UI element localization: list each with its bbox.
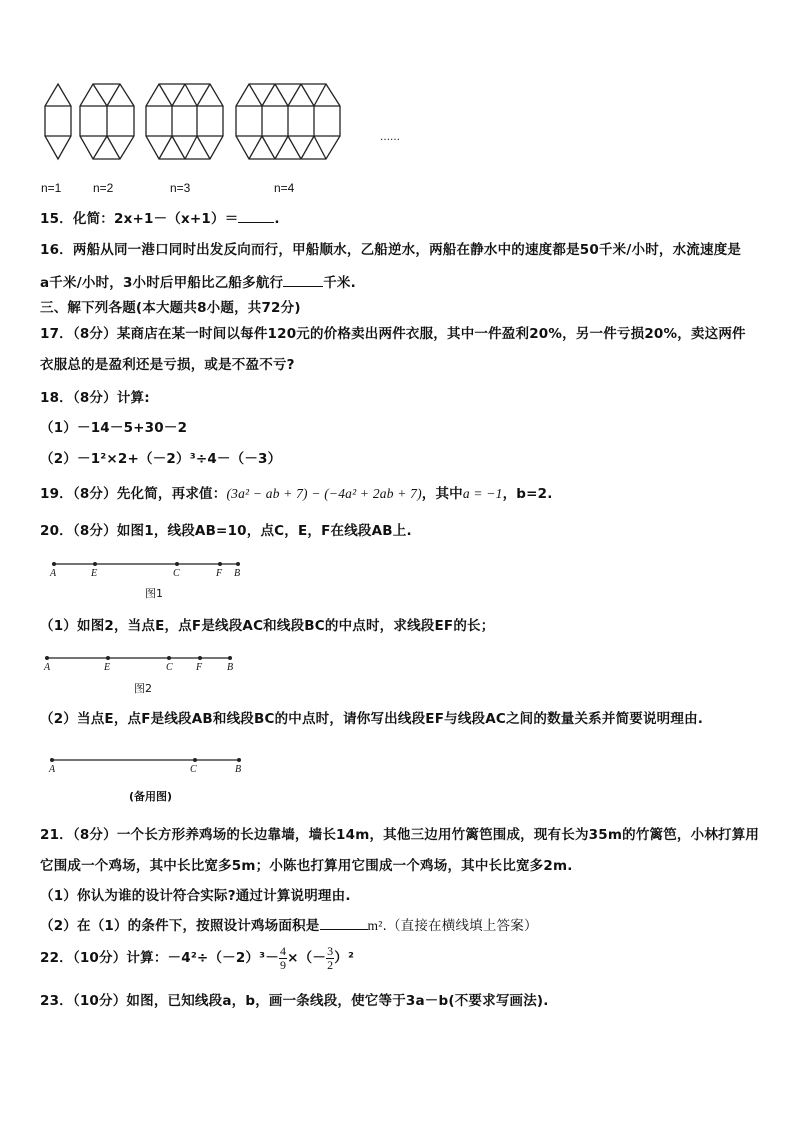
pattern-n4 <box>236 84 340 159</box>
q19-tail: ，b=2. <box>502 486 553 502</box>
fig2-caption: 图2 <box>134 682 152 695</box>
q20-figure-2 <box>42 652 242 664</box>
question-16-line2 <box>40 271 356 291</box>
question-20-part2: （2）当点E，点F是线段AB和线段BC的中点时，请你写出线段EF与线段AC之间的数量关系并简要说明理由. <box>40 711 704 727</box>
fig2-point-f <box>198 656 202 660</box>
q22-frac2-denominator: 2 <box>327 957 334 972</box>
question-23: 23．（10分）如图，已知线段a，b，画一条线段，使它等于3a－b(不要求写画法). <box>40 993 549 1009</box>
question-21-part2 <box>40 914 538 934</box>
fig3-label-b: B <box>235 764 242 775</box>
question-16-line1: 16．两船从同一港口同时出发反向而行，甲船顺水，乙船逆水，两船在静水中的速度都是50千米/小时，水流速度是 <box>40 242 742 258</box>
fig2-point-b <box>228 656 232 660</box>
fig1-point-a <box>52 562 56 566</box>
question-22 <box>40 943 354 973</box>
fig2-point-c <box>167 656 171 660</box>
q21-answer-blank[interactable] <box>320 917 368 930</box>
fig1-label-a: A <box>50 568 57 579</box>
fig3-point-b <box>237 758 241 762</box>
fig1-point-c <box>175 562 179 566</box>
question-21-line2: 它围成一个鸡场，其中长比宽多5m；小陈也打算用它围成一个鸡场，其中长比宽多2m. <box>40 858 573 874</box>
question-21-part1: （1）你认为谁的设计符合实际?通过计算说明理由. <box>40 888 351 904</box>
fig1-label-b: B <box>234 568 241 579</box>
q22-prefix: 22．（10分）计算：－4²÷（－2）³－ <box>40 950 279 966</box>
question-15 <box>40 207 280 227</box>
pattern-label-n1: n=1 <box>41 181 62 195</box>
question-19 <box>40 482 553 502</box>
q19-condition: a = −1 <box>462 486 503 501</box>
q15-tail: . <box>274 211 280 227</box>
fig3-caption: (备用图) <box>129 790 173 803</box>
question-17-line1: 17．（8分）某商店在某一时间以每件120元的价格卖出两件衣服，其中一件盈利20%，另一件亏损20%，卖这两件 <box>40 326 746 342</box>
fig3-label-a: A <box>49 764 56 775</box>
q22-fraction-1 <box>279 945 287 972</box>
fig2-label-f: F <box>196 662 203 673</box>
pattern-label-n2: n=2 <box>93 181 114 195</box>
question-20-part1: （1）如图2，当点E，点F是线段AC和线段BC的中点时，求线段EF的长； <box>40 618 495 634</box>
fig2-label-a: A <box>44 662 51 673</box>
pattern-ellipsis: …… <box>380 132 400 143</box>
question-18-part1: （1）－14－5+30－2 <box>40 420 188 436</box>
fig1-point-e <box>93 562 97 566</box>
fig1-point-f <box>218 562 222 566</box>
q22-tail: ）² <box>334 950 355 966</box>
q16-text: a千米/小时，3小时后甲船比乙船多航行 <box>40 275 284 291</box>
question-21-line1: 21．（8分）一个长方形养鸡场的长边靠墙，墙长14m，其他三边用竹篱笆围成，现有长为35m的竹篱笆，小林打算用 <box>40 827 760 843</box>
fig2-label-e: E <box>104 662 111 673</box>
q19-mid: ，其中 <box>421 486 463 502</box>
question-18-part2: （2）－1²×2+（－2）³÷4－（－3） <box>40 451 282 467</box>
fig2-label-c: C <box>166 662 173 673</box>
fig2-point-e <box>106 656 110 660</box>
fig3-point-a <box>50 758 54 762</box>
q22-mid: ×（－ <box>287 950 327 966</box>
q20-figure-3 <box>47 754 247 766</box>
q15-text: 15．化简：2x+1－（x+1）＝ <box>40 211 239 227</box>
q19-prefix: 19．（8分）先化简，再求值： <box>40 486 227 502</box>
q22-frac1-numerator: 4 <box>279 943 287 958</box>
q22-frac1-denominator: 9 <box>279 957 287 972</box>
fig1-label-e: E <box>91 568 98 579</box>
question-18-title: 18．（8分）计算: <box>40 390 150 406</box>
fig2-label-b: B <box>227 662 234 673</box>
fig1-label-c: C <box>173 568 180 579</box>
q22-frac2-numerator: 3 <box>327 943 334 958</box>
fig2-point-a <box>45 656 49 660</box>
fig1-label-f: F <box>216 568 223 579</box>
pattern-n2 <box>80 84 134 159</box>
section-3-heading: 三、解下列各题(本大题共8小题，共72分) <box>40 300 301 316</box>
pattern-label-n3: n=3 <box>170 181 191 195</box>
q21-part2-tail: .（直接在横线填上答案） <box>382 918 538 934</box>
pattern-n1 <box>45 84 71 159</box>
question-20-title: 20．（8分）如图1，线段AB=10，点C，E，F在线段AB上. <box>40 523 412 539</box>
q21-part2-prefix: （2）在（1）的条件下，按照设计鸡场面积是 <box>40 918 320 934</box>
fig3-point-c <box>193 758 197 762</box>
question-17-line2: 衣服总的是盈利还是亏损，或是不盈不亏? <box>40 357 295 373</box>
fig1-caption: 图1 <box>145 587 163 600</box>
fig3-label-c: C <box>190 764 197 775</box>
pattern-label-n4: n=4 <box>274 181 295 195</box>
pattern-n3 <box>146 84 223 159</box>
fig1-point-b <box>236 562 240 566</box>
q21-unit: m² <box>367 918 383 933</box>
q15-answer-blank[interactable] <box>238 210 274 223</box>
pattern-figure <box>38 80 418 180</box>
q19-expression: (3a² − ab + 7) − (−4a² + 2ab + 7) <box>226 486 422 501</box>
q16-tail: 千米. <box>323 275 356 291</box>
q16-answer-blank[interactable] <box>283 274 323 287</box>
